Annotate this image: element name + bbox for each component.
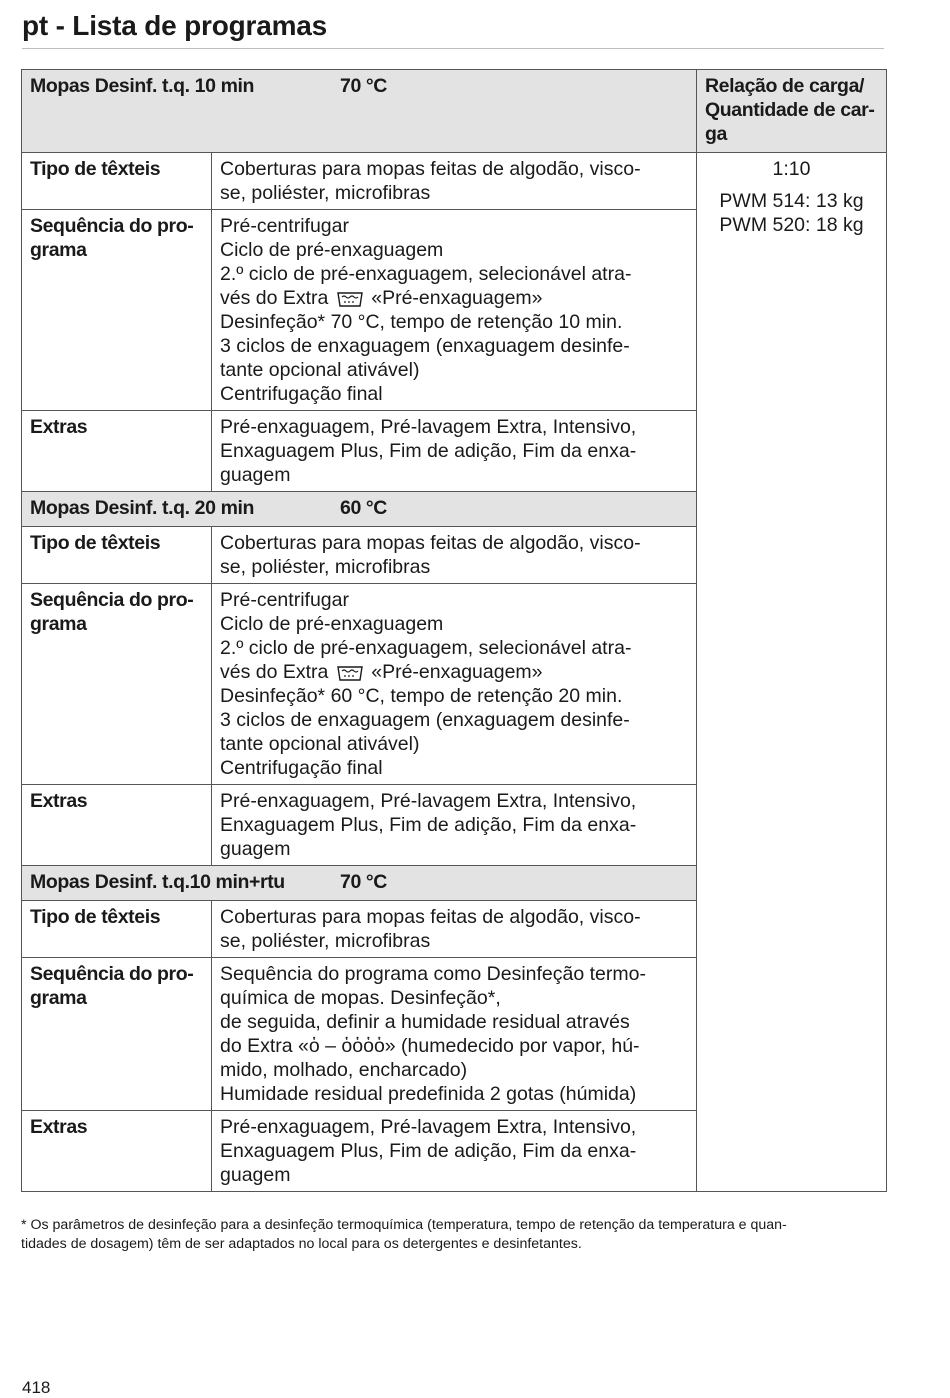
row-label	[22, 153, 212, 210]
footnote	[21, 1216, 891, 1254]
load-quantity: PWM 514: 13 kg	[719, 190, 864, 212]
program-name: Mopas Desinf. t.q. 10 min	[30, 75, 255, 97]
row-value-line: Desinfeção* 60 °C, tempo de retenção 20 min.	[220, 685, 623, 707]
row-value	[212, 901, 697, 958]
row-value	[212, 210, 697, 411]
footnote-line-1: * Os parâmetros de desinfeção para a desinfeção termoquímica (temperatura, tempo de retenção da temperatura e quan-	[21, 1217, 787, 1233]
row-value-line: Sequência do programa como Desinfeção termo-	[220, 963, 646, 985]
row-value-line: Pré-enxaguagem, Pré-lavagem Extra, Intensivo,	[220, 790, 637, 812]
row-value	[212, 785, 697, 866]
program-temperature: 70 °C	[340, 75, 387, 97]
row-label-line: Extras	[30, 416, 88, 438]
row-value-line: 2.º ciclo de pré-enxaguagem, selecionável atra-	[220, 637, 632, 659]
load-ratio-value	[697, 153, 887, 1192]
row-value-line: Humidade residual predefinida 2 gotas (húmida)	[220, 1083, 637, 1105]
row-label-line: Sequência do pro-	[30, 589, 194, 611]
text-segment: vés do Extra	[220, 287, 334, 309]
row-label	[22, 785, 212, 866]
row-value-line: Enxaguagem Plus, Fim de adição, Fim da enxa-	[220, 1140, 637, 1162]
pre-rinse-icon	[336, 664, 364, 682]
row-value-line: guagem	[220, 464, 291, 486]
row-value	[212, 527, 697, 584]
row-label-line: Sequência do pro-	[30, 963, 194, 985]
row-value-line: guagem	[220, 838, 291, 860]
page-number: 418	[22, 1378, 51, 1397]
row-value-line: Pré-centrifugar	[220, 589, 349, 611]
load-header-line: ga	[705, 123, 727, 145]
row-value	[212, 411, 697, 492]
row-label	[22, 411, 212, 492]
row-value-line: tante opcional ativável)	[220, 359, 420, 381]
row-label	[22, 210, 212, 411]
row-value-line: 3 ciclos de enxaguagem (enxaguagem desinfe-	[220, 335, 630, 357]
text-segment: «Pré-enxaguagem»	[365, 287, 543, 309]
row-value-line: se, poliéster, microfibras	[220, 930, 431, 952]
row-label-line: Tipo de têxteis	[30, 158, 161, 180]
row-value-line: Coberturas para mopas feitas de algodão, visco-	[220, 532, 641, 554]
row-value-line: Centrifugação final	[220, 757, 383, 779]
row-value-line: Pré-centrifugar	[220, 215, 349, 237]
program-header	[22, 866, 697, 901]
row-value-line: Pré-enxaguagem, Pré-lavagem Extra, Intensivo,	[220, 416, 637, 438]
table-row	[22, 153, 887, 210]
row-label-line: Tipo de têxteis	[30, 532, 161, 554]
row-label	[22, 527, 212, 584]
row-value-line: Enxaguagem Plus, Fim de adição, Fim da enxa-	[220, 814, 637, 836]
row-value-line: Coberturas para mopas feitas de algodão, visco-	[220, 158, 641, 180]
row-label-line: Extras	[30, 1116, 88, 1138]
load-quantity: PWM 520: 18 kg	[719, 214, 864, 236]
row-value-line: Enxaguagem Plus, Fim de adição, Fim da enxa-	[220, 440, 637, 462]
row-label-line: grama	[30, 987, 87, 1009]
pre-rinse-icon	[336, 290, 364, 308]
footnote-line-2: tidades de dosagem) têm de ser adaptados no local para os detergentes e desinfetantes.	[21, 1236, 582, 1252]
row-value-line: do Extra «ὁ – ὁὁὁὁ» (humedecido por vapor, hú-	[220, 1035, 640, 1057]
row-value	[212, 153, 697, 210]
row-value	[212, 958, 697, 1111]
row-value-line: química de mopas. Desinfeção*,	[220, 987, 501, 1009]
row-label	[22, 1111, 212, 1192]
row-value-line: se, poliéster, microfibras	[220, 556, 431, 578]
text-segment: «Pré-enxaguagem»	[365, 661, 543, 683]
load-ratio: 1:10	[772, 158, 811, 180]
row-label-line: grama	[30, 239, 87, 261]
program-name: Mopas Desinf. t.q.10 min+rtu	[30, 871, 285, 893]
title-divider	[22, 48, 884, 49]
row-value-line	[220, 286, 688, 310]
program-table	[21, 69, 887, 1192]
row-value	[212, 1111, 697, 1192]
row-label	[22, 584, 212, 785]
text-segment: vés do Extra	[220, 661, 334, 683]
row-value-line: guagem	[220, 1164, 291, 1186]
row-value-line: tante opcional ativável)	[220, 733, 420, 755]
row-value-line: 2.º ciclo de pré-enxaguagem, selecionável atra-	[220, 263, 632, 285]
row-label	[22, 901, 212, 958]
program-temperature: 70 °C	[340, 871, 387, 893]
row-label-line: grama	[30, 613, 87, 635]
row-value	[212, 584, 697, 785]
row-value-line: Ciclo de pré-enxaguagem	[220, 239, 444, 261]
row-value-line: Centrifugação final	[220, 383, 383, 405]
row-label	[22, 958, 212, 1111]
row-value-line	[220, 660, 688, 684]
row-value-line: se, poliéster, microfibras	[220, 182, 431, 204]
row-value-line: 3 ciclos de enxaguagem (enxaguagem desinfe-	[220, 709, 630, 731]
row-value-line: Pré-enxaguagem, Pré-lavagem Extra, Intensivo,	[220, 1116, 637, 1138]
program-header	[22, 70, 697, 153]
program-name: Mopas Desinf. t.q. 20 min	[30, 497, 255, 519]
program-temperature: 60 °C	[340, 497, 387, 519]
row-label-line: Extras	[30, 790, 88, 812]
row-value-line: Ciclo de pré-enxaguagem	[220, 613, 444, 635]
program-header	[22, 492, 697, 527]
row-value-line: Coberturas para mopas feitas de algodão, visco-	[220, 906, 641, 928]
load-header-line: Relação de carga/	[705, 75, 865, 97]
row-value-line: de seguida, definir a humidade residual através	[220, 1011, 630, 1033]
page-title: pt - Lista de programas	[22, 10, 328, 41]
program-header-row	[22, 70, 887, 153]
row-value-line: Desinfeção* 70 °C, tempo de retenção 10 min.	[220, 311, 623, 333]
load-header-line: Quantidade de car-	[705, 99, 875, 121]
row-label-line: Tipo de têxteis	[30, 906, 161, 928]
row-value-line: mido, molhado, encharcado)	[220, 1059, 468, 1081]
row-label-line: Sequência do pro-	[30, 215, 194, 237]
load-ratio-header	[697, 70, 887, 153]
